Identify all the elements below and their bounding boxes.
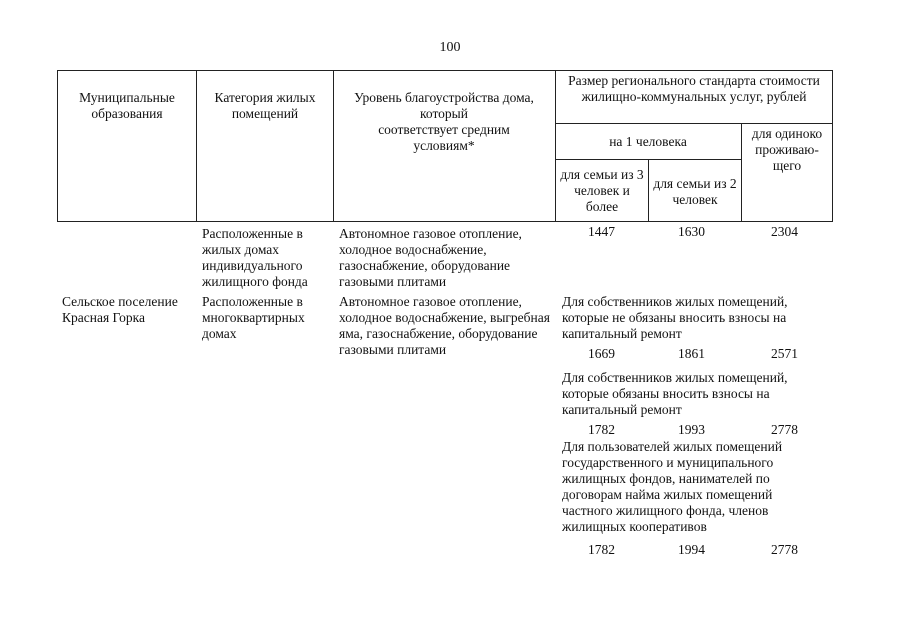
row2-g2-value-family3: 1782 xyxy=(588,422,615,437)
row2-note3: Для пользователей жилых помещений государственного и муниципального жилищных фондов, нанимателей по договорам найма жилых помещений частного жилищного фонда, членов жилищных кооперативов xyxy=(562,439,783,534)
header-level-line1: Уровень благоустройства дома, который xyxy=(354,90,534,121)
header-single: для одиноко проживаю-щего xyxy=(751,126,823,173)
header-standard: Размер регионального стандарта стоимости жилищно-коммунальных услуг, рублей xyxy=(568,73,820,104)
row1-value-family3: 1447 xyxy=(588,224,615,239)
header-family3: для семьи из 3 человек и более xyxy=(560,167,644,214)
row2-g1-value-family3: 1669 xyxy=(588,346,615,361)
header-municipality: Муниципальные образования xyxy=(79,90,175,121)
row2-g2-value-single: 2778 xyxy=(771,422,798,437)
header-family2: для семьи из 2 человек xyxy=(653,176,737,207)
row2-g1-value-single: 2571 xyxy=(771,346,798,361)
row2-level: Автономное газовое отопление, холодное водоснабжение, выгребная яма, газоснабжение, оборудование газовыми плитами xyxy=(339,294,550,357)
row2-g3-value-family2: 1994 xyxy=(678,542,705,557)
row2-g2-value-family2: 1993 xyxy=(678,422,705,437)
row1-level: Автономное газовое отопление, холодное водоснабжение, газоснабжение, оборудование газовыми плитами xyxy=(339,226,522,289)
row2-note2: Для собственников жилых помещений, которые обязаны вносить взносы на капитальный ремонт xyxy=(562,370,788,417)
municipality-name: Сельское поселение Красная Горка xyxy=(62,294,178,325)
header-category: Категория жилых помещений xyxy=(214,90,316,121)
row2-g3-value-family3: 1782 xyxy=(588,542,615,557)
row1-value-family2: 1630 xyxy=(678,224,705,239)
row2-g3-value-single: 2778 xyxy=(771,542,798,557)
page-number: 100 xyxy=(439,40,461,55)
row1-value-single: 2304 xyxy=(771,224,798,239)
header-level-line2: соответствует средним условиям* xyxy=(378,122,510,153)
row2-g1-value-family2: 1861 xyxy=(678,346,705,361)
header-per-person: на 1 человека xyxy=(609,134,687,149)
header-level xyxy=(338,90,550,154)
row2-category: Расположенные в многоквартирных домах xyxy=(202,294,305,341)
row2-note1: Для собственников жилых помещений, которые не обязаны вносить взносы на капитальный ремонт xyxy=(562,294,788,341)
row1-category: Расположенные в жилых домах индивидуального жилищного фонда xyxy=(202,226,308,289)
